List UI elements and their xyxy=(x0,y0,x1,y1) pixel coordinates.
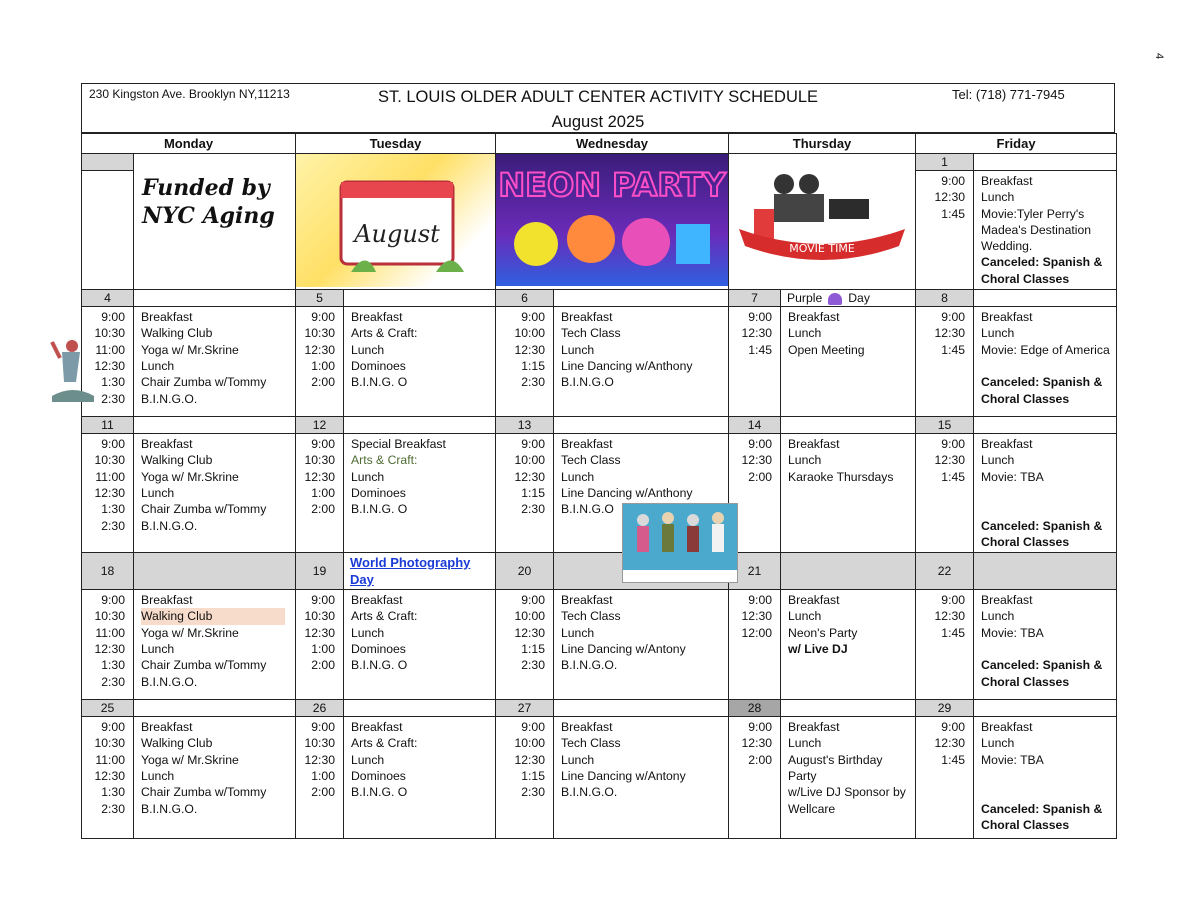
funded-by-text: Funded by NYC Aging xyxy=(142,175,275,229)
empty-cell xyxy=(974,154,1117,171)
center-address: 230 Kingston Ave. Brooklyn NY,11213 xyxy=(89,87,290,101)
activity-list: Breakfast Walking Club Yoga w/ Mr.Skrine Lunch Chair Zumba w/Tommy B.I.N.G.O. xyxy=(134,717,296,839)
august-calendar-image xyxy=(296,154,495,287)
date-number: 18 xyxy=(82,553,134,590)
canceled-notice: Canceled: Spanish & Choral Classes xyxy=(981,801,1103,832)
empty-cell xyxy=(344,700,496,717)
empty-cell xyxy=(344,417,496,434)
activity-list: Breakfast Arts & Craft: Lunch Dominoes B.I.N.G. O xyxy=(344,307,496,417)
empty-cell xyxy=(134,417,296,434)
date-number: 4 xyxy=(82,290,134,307)
activity-list: Breakfast Walking Club Yoga w/ Mr.Skrine Lunch Chair Zumba w/Tommy B.I.N.G.O. xyxy=(134,307,296,417)
time-list: 9:00 10:30 12:30 1:00 2:00 xyxy=(296,434,344,553)
neon-party-image xyxy=(496,154,728,286)
activity-list: Breakfast Arts & Craft: Lunch Dominoes B.I.N.G. O xyxy=(344,590,496,700)
time-list: 9:00 10:30 12:30 1:00 2:00 xyxy=(296,717,344,839)
date-number: 11 xyxy=(82,417,134,434)
empty-cell xyxy=(974,700,1117,717)
activity-list: Breakfast Lunch Open Meeting xyxy=(781,307,916,417)
empty-cell xyxy=(134,700,296,717)
empty-cell xyxy=(344,290,496,307)
day-header-monday: Monday xyxy=(82,134,296,154)
canceled-notice: Canceled: Spanish & Choral Classes xyxy=(981,375,1103,406)
time-list: 9:00 12:30 2:00 xyxy=(729,434,781,553)
date-number: 7 xyxy=(729,290,781,307)
day-header-wednesday: Wednesday xyxy=(496,134,729,154)
activity-list: Breakfast Lunch Movie: TBA Canceled: Spanish & Choral Classes xyxy=(974,590,1117,700)
activity-list: Breakfast Lunch Movie:Tyler Perry's Madea's Destination Wedding. Canceled: Spanish & Choral Classes xyxy=(974,171,1117,290)
activity-list: Breakfast Lunch Neon's Party w/ Live DJ xyxy=(781,590,916,700)
date-number: 13 xyxy=(496,417,554,434)
date-number: 1 xyxy=(916,154,974,171)
page-number: 4 xyxy=(1153,52,1166,60)
date-number: 27 xyxy=(496,700,554,717)
empty-cell xyxy=(974,417,1117,434)
time-list: 9:00 12:30 1:45 xyxy=(729,307,781,417)
time-list: 9:00 10:30 12:30 1:00 2:00 xyxy=(296,590,344,700)
activity-list: Breakfast Walking Club Yoga w/ Mr.Skrine Lunch Chair Zumba w/Tommy B.I.N.G.O. xyxy=(134,590,296,700)
date-number: 19 xyxy=(296,553,344,590)
world-photography-day-link[interactable]: World Photography Day xyxy=(350,555,471,588)
date-number: 6 xyxy=(496,290,554,307)
time-list: 9:00 10:30 12:30 1:00 2:00 xyxy=(296,307,344,417)
empty-cell xyxy=(974,290,1117,307)
activity-list: Breakfast Lunch Movie: TBA Canceled: Spanish & Choral Classes xyxy=(974,717,1117,839)
time-list: 9:00 10:30 11:00 12:30 1:30 2:30 xyxy=(82,434,134,553)
date-number: 29 xyxy=(916,700,974,717)
time-list: 9:00 12:30 1:45 xyxy=(916,171,974,290)
date-number: 21 xyxy=(729,553,781,590)
activity-list: Special Breakfast Arts & Craft: Lunch Dominoes B.I.N.G. O xyxy=(344,434,496,553)
movie-time-label: MOVIE TIME xyxy=(789,242,855,255)
empty-cell xyxy=(134,290,296,307)
schedule-header xyxy=(81,83,1115,133)
empty-cell xyxy=(134,553,296,590)
neon-party-image-cell xyxy=(496,154,729,290)
activity-list: Breakfast Lunch August's Birthday Party w/Live DJ Sponsor by Wellcare xyxy=(781,717,916,839)
date-number: 20 xyxy=(496,553,554,590)
empty-cell xyxy=(781,700,916,717)
center-phone: Tel: (718) 771-7945 xyxy=(952,87,1065,102)
empty-cell xyxy=(554,290,729,307)
activity-list: Breakfast Tech Class Lunch Line Dancing w/Antony B.I.N.G.O. xyxy=(554,717,729,839)
neon-party-label: NEON PARTY xyxy=(498,166,726,204)
time-list: 9:00 10:30 11:00 12:30 1:30 2:30 xyxy=(82,307,134,417)
time-list: 9:00 12:30 2:00 xyxy=(729,717,781,839)
date-number: 26 xyxy=(296,700,344,717)
date-number: 28 xyxy=(729,700,781,717)
empty-cell xyxy=(554,700,729,717)
time-list: 9:00 10:30 11:00 12:30 1:30 2:30 xyxy=(82,717,134,839)
movie-time-image xyxy=(729,154,915,286)
highlighted-activity: Walking Club xyxy=(141,608,285,624)
activity-list: Breakfast Tech Class Lunch Line Dancing w/Antony B.I.N.G.O. xyxy=(554,590,729,700)
date-number: 14 xyxy=(729,417,781,434)
date-number: 8 xyxy=(916,290,974,307)
funded-by-cell xyxy=(134,154,296,290)
date-number: 25 xyxy=(82,700,134,717)
time-list: 9:00 12:30 12:00 xyxy=(729,590,781,700)
line-dancing-image xyxy=(622,503,738,583)
empty-date-cell xyxy=(82,154,134,171)
schedule-month: August 2025 xyxy=(551,113,645,131)
activity-list: Breakfast Walking Club Yoga w/ Mr.Skrine Lunch Chair Zumba w/Tommy B.I.N.G.O. xyxy=(134,434,296,553)
time-list: 9:00 12:30 1:45 xyxy=(916,434,974,553)
august-image-cell xyxy=(296,154,496,290)
time-list: 9:00 12:30 1:45 xyxy=(916,590,974,700)
time-list: 9:00 12:30 1:45 xyxy=(916,307,974,417)
time-list: 9:00 12:30 1:45 xyxy=(916,717,974,839)
yoga-figure-image xyxy=(50,338,96,406)
date-number: 12 xyxy=(296,417,344,434)
time-list: 9:00 10:00 12:30 1:15 2:30 xyxy=(496,717,554,839)
activity-list: Breakfast Lunch Movie: TBA Canceled: Spanish & Choral Classes xyxy=(974,434,1117,553)
time-list: 9:00 10:00 12:30 1:15 2:30 xyxy=(496,434,554,553)
page-title: ST. LOUIS OLDER ADULT CENTER ACTIVITY SCHEDULE xyxy=(377,88,819,106)
calendar-table xyxy=(81,133,1117,839)
activity-list: Breakfast Arts & Craft: Lunch Dominoes B.I.N.G. O xyxy=(344,717,496,839)
activity-list: Breakfast Tech Class Lunch Line Dancing w/Anthony B.I.N.G.O xyxy=(554,307,729,417)
day-header-tuesday: Tuesday xyxy=(296,134,496,154)
date-number: 22 xyxy=(916,553,974,590)
time-list: 9:00 10:00 12:30 1:15 2:30 xyxy=(496,307,554,417)
time-list: 9:00 10:30 11:00 12:30 1:30 2:30 xyxy=(82,590,134,700)
day-header-thursday: Thursday xyxy=(729,134,916,154)
empty-cell xyxy=(974,553,1117,590)
heart-icon xyxy=(828,293,842,305)
date-number: 5 xyxy=(296,290,344,307)
movie-time-image-cell xyxy=(729,154,916,290)
time-list: 9:00 10:00 12:30 1:15 2:30 xyxy=(496,590,554,700)
empty-cell xyxy=(781,417,916,434)
canceled-notice: Canceled: Spanish & Choral Classes xyxy=(981,518,1103,549)
day-header-friday: Friday xyxy=(916,134,1117,154)
empty-cell xyxy=(781,553,916,590)
activity-list: Breakfast Lunch Movie: Edge of America Canceled: Spanish & Choral Classes xyxy=(974,307,1117,417)
activity-list: Breakfast Tech Class Lunch Line Dancing w/Anthony B.I.N.G.O xyxy=(554,434,729,553)
canceled-notice: Canceled: Spanish & Choral Classes xyxy=(981,255,1103,286)
date-number: 15 xyxy=(916,417,974,434)
august-image-label: August xyxy=(354,220,440,248)
activity-list: Breakfast Lunch Karaoke Thursdays xyxy=(781,434,916,553)
canceled-notice: Canceled: Spanish & Choral Classes xyxy=(981,658,1103,689)
purple-day-label: Purple Day xyxy=(781,290,916,307)
event-cell xyxy=(344,553,496,590)
empty-cell xyxy=(82,171,134,290)
empty-cell xyxy=(554,417,729,434)
